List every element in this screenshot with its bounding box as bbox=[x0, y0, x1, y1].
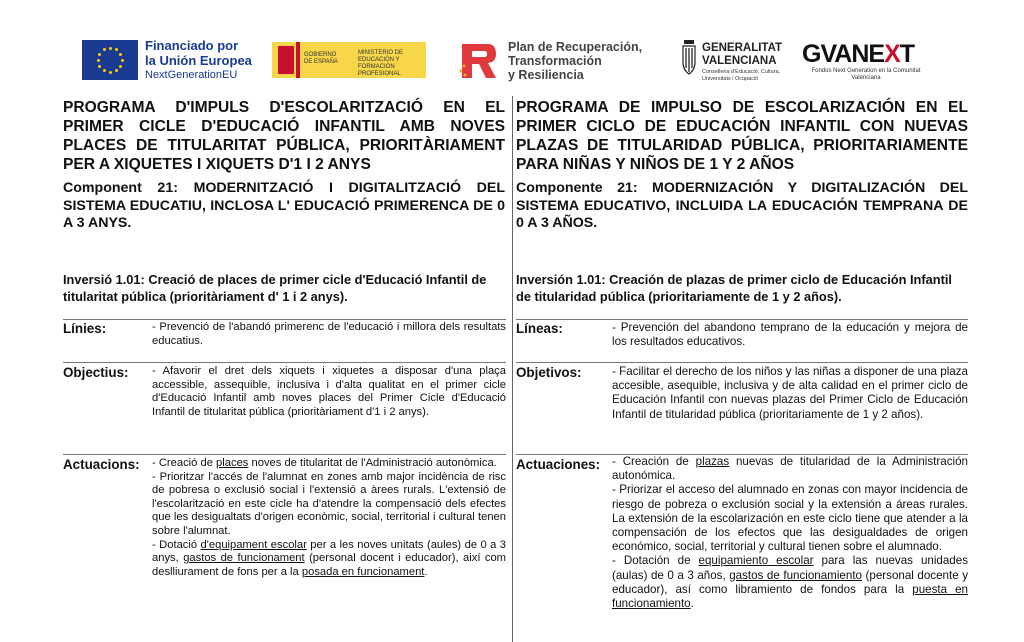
eu-star-icon bbox=[103, 69, 106, 72]
spain-shield-icon bbox=[278, 46, 294, 74]
spanish-header bbox=[516, 98, 968, 233]
divider-lineas bbox=[516, 319, 968, 320]
eu-star-icon bbox=[98, 65, 101, 68]
linies-label: Línies: bbox=[63, 321, 107, 336]
objetivos-label: Objetivos: bbox=[516, 365, 582, 380]
actuaciones-text bbox=[612, 455, 968, 611]
prtr-line1: Plan de Recuperación, bbox=[508, 40, 643, 54]
spanish-title: PROGRAMA DE IMPULSO DE ESCOLARIZACIÓN EN EL PRIMER CICLO DE EDUCACIÓN INFANTIL CON NUEVAS PLAZAS DE TITULARIDAD PÚBLICA, PRIORITARIAMENTE PARA NIÑAS Y NIÑOS DE 1 Y 2 AÑOS bbox=[516, 99, 968, 173]
eu-line2: la Unión Europea bbox=[145, 53, 252, 68]
gva-line2: VALENCIANA bbox=[702, 55, 777, 67]
gvanext-text-t: T bbox=[899, 40, 915, 68]
eu-star-icon bbox=[121, 59, 124, 62]
eu-star-icon bbox=[109, 71, 112, 74]
valencian-component: Component 21: MODERNITZACIÓ I DIGITALITZACIÓ DEL SISTEMA EDUCATIU, INCLOSA L' EDUCACIÓ PRIMERENCA DE 0 A 3 ANYS. bbox=[63, 180, 505, 231]
eu-flag-icon bbox=[82, 40, 138, 80]
eu-star-icon bbox=[119, 65, 122, 68]
gva-subtitle: Conselleria d'Educació, Cultura, Universitats i Ocupació bbox=[702, 69, 781, 82]
logo-bar bbox=[0, 0, 1024, 92]
spanish-component: Componente 21: MODERNIZACIÓN Y DIGITALIZACIÓN DEL SISTEMA EDUCATIVO, INCLUIDA LA EDUCACIÓN TEMPRANA DE 0 A 3 AÑOS. bbox=[516, 180, 968, 231]
actuacion-2: - Priorizar el acceso del alumnado en zonas con mayor incidencia de riesgo de pobreza o exclusión social y la extensión a áreas rurales. La extensión de la escolarización en este ciclo tiene que atender a la compensación de los efectos que las desigualdades de origen económico, social, territorial y cultural tienen sobre el alumnado. bbox=[612, 483, 968, 554]
gvanext-subtitle: Fondos Next Generation en la Comunitat Valenciana bbox=[811, 68, 921, 81]
valencian-title: PROGRAMA D'IMPULS D'ESCOLARITZACIÓ EN EL PRIMER CICLE D'EDUCACIÓ INFANTIL AMB NOVES PLACES DE TITULARITAT PÚBLICA, PRIORITÀRIAMENT PER A XIQUETES I XIQUETS D'1 I 2 ANYS bbox=[63, 99, 505, 173]
actuacions-text bbox=[152, 457, 506, 579]
actuacion-3: - Dotación de equipamiento escolar para las nuevas unidades (aulas) de 0 a 3 años, gastos de funcionamiento (personal docente y educador), así como libramiento de fondos para la puesta en funcionamiento. bbox=[612, 554, 969, 611]
actuaciones-label: Actuaciones: bbox=[516, 457, 601, 472]
actuacio-1: - Creació de places noves de titularitat de l'Administració autonòmica. bbox=[152, 457, 497, 469]
eu-line3: NextGenerationEU bbox=[145, 69, 238, 81]
valencian-header bbox=[63, 98, 505, 233]
eu-star-icon bbox=[119, 53, 122, 56]
eu-funding-logo bbox=[145, 38, 252, 83]
gva-line1: GENERALITAT bbox=[702, 42, 783, 54]
divider-linies bbox=[63, 319, 506, 320]
lineas-label: Líneas: bbox=[516, 321, 563, 336]
generalitat-shield-icon bbox=[680, 38, 698, 78]
divider-actuacions bbox=[63, 454, 506, 455]
ministerio-text: MINISTERIO DE EDUCACIÓN Y FORMACIÓN PROFESIONAL bbox=[358, 50, 404, 77]
plazas-link: plazas bbox=[695, 455, 730, 468]
gobierno-text: GOBIERNO DE ESPAÑA bbox=[304, 52, 338, 65]
eu-star-icon bbox=[115, 48, 118, 51]
eu-star-icon bbox=[98, 53, 101, 56]
prtr-line3: y Resiliencia bbox=[508, 68, 584, 82]
eu-star-icon bbox=[97, 59, 100, 62]
actuacion-1: - Creación de plazas nuevas de titularidad de la Administración autonómica. bbox=[612, 455, 968, 483]
actuacio-2: - Prioritzar l'accés de l'alumnat en zones amb major incidència de risc de pobresa o exclusió social i l'extensió a àrees rurals. L'extensió de l'escolarització en este cicle ha d'atendre la compensació dels efectes que les desigualtats d'origen econòmic, social, territorial i cultural tenen sobre l'alumnat. bbox=[152, 470, 506, 537]
valencian-inversio: Inversió 1.01: Creació de places de primer cicle d'Educació Infantil de titularitat pública (prioritàriament d' 1 i 2 anys). bbox=[63, 272, 487, 304]
eu-star-icon bbox=[109, 47, 112, 50]
gobierno-espana-logo bbox=[272, 42, 426, 78]
column-divider bbox=[512, 96, 513, 642]
actuacions-label: Actuacions: bbox=[63, 457, 140, 472]
prtr-line2: Transformación bbox=[508, 54, 602, 68]
places-link: places bbox=[216, 457, 249, 469]
divider-objetivos bbox=[516, 362, 968, 363]
gvanext-text-x: X bbox=[884, 40, 900, 68]
objectius-text: - Afavorir el dret dels xiquets i xiquetes a disposar d'una plaça accessible, assequible, inclusiva i d'alta qualitat en el primer cicle d'Educació Infantil amb noves places del Primer Cicle d'Educació Infantil de titularitat pública (prioritàriament d'1 i 2 anys). bbox=[152, 365, 506, 418]
eu-star-icon bbox=[115, 69, 118, 72]
actuacio-3: - Dotació d'equipament escolar per a les noves unitats (aules) de 0 a 3 anys, gastos de funcionament (personal docent i educador), així com deslliurament de fons per a la posada en funcionament. bbox=[152, 538, 507, 578]
objetivos-text: - Facilitar el derecho de los niños y las niñas a disponer de una plaza accesible, asequible, inclusiva y de alta calidad en el primer ciclo de Educación Infantil con nuevas plazas del Primer Ciclo de Educación Infantil de titularidad pública (prioritariamente de 1 y 2 años). bbox=[612, 365, 968, 421]
eu-star-icon bbox=[103, 48, 106, 51]
gvanext-text-a: GVANE bbox=[802, 40, 885, 68]
objectius-label: Objectius: bbox=[63, 365, 129, 380]
prtr-mark-icon bbox=[458, 42, 498, 80]
lineas-text: - Prevención del abandono temprano de la educación y mejora de los resultados educativos. bbox=[612, 321, 968, 349]
gvanext-logo bbox=[802, 40, 930, 82]
divider-objectius bbox=[63, 362, 506, 363]
spanish-inversion: Inversión 1.01: Creación de plazas de primer ciclo de Educación Infantil de titularidad pública (prioritariamente de 1 y 2 años). bbox=[516, 272, 952, 304]
eu-line1: Financiado por bbox=[145, 38, 239, 53]
linies-text: - Prevenció de l'abandó primerenc de l'educació i millora dels resultats educatius. bbox=[152, 321, 506, 347]
